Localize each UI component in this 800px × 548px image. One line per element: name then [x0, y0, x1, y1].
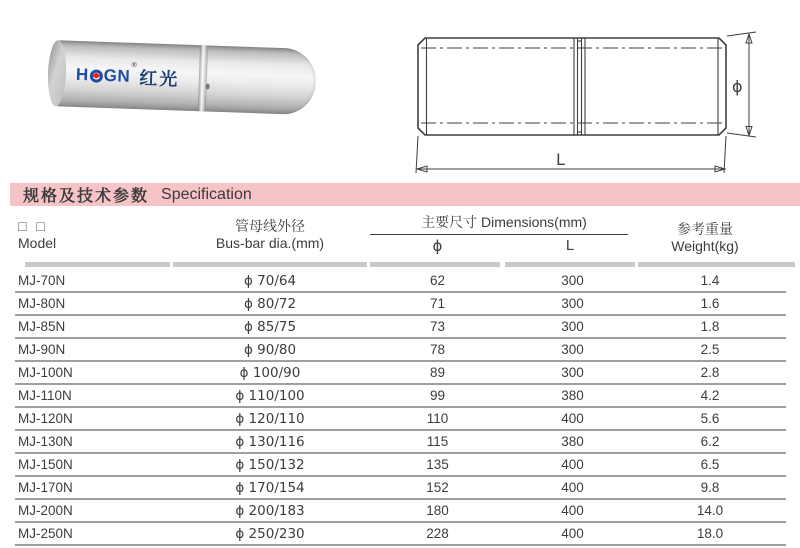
cell-len: 300 — [561, 273, 584, 288]
cell-busbar: ϕ 80/72 — [243, 295, 297, 312]
cell-weight: 6.2 — [700, 434, 720, 449]
header-divider-bar — [25, 262, 170, 267]
cell-len: 380 — [561, 434, 584, 449]
cell-busbar: ϕ 170/154 — [235, 479, 305, 496]
cell-len: 400 — [561, 526, 584, 541]
model-header-cn: □ □ — [18, 218, 48, 234]
cell-model: MJ-120N — [18, 411, 73, 426]
cell-busbar: ϕ 250/230 — [235, 525, 305, 542]
cell-dia: 115 — [426, 434, 449, 449]
cell-weight: 18.0 — [696, 526, 724, 541]
tube-seam — [198, 45, 208, 111]
column-header-weight — [630, 221, 780, 255]
logo-text-left: H — [75, 64, 90, 85]
tube-endcap — [47, 40, 67, 107]
subheader-diameter: ϕ — [432, 237, 443, 255]
cell-busbar: ϕ 120/110 — [235, 410, 305, 427]
cell-dia: 73 — [429, 319, 446, 334]
section-header — [10, 183, 800, 206]
registered-trademark-mark: ® — [131, 61, 137, 70]
section-title-en: Specification — [161, 185, 252, 203]
column-header-busbar — [170, 218, 370, 252]
cell-weight: 2.5 — [700, 342, 720, 357]
cell-weight: 1.8 — [700, 319, 720, 334]
cell-len: 400 — [561, 411, 584, 426]
cell-dia: 62 — [429, 273, 446, 288]
cell-model: MJ-100N — [18, 365, 73, 380]
cell-weight: 1.6 — [700, 296, 720, 311]
cell-busbar: ϕ 150/132 — [235, 456, 305, 473]
cell-dia: 228 — [426, 526, 449, 541]
logo-o-icon — [89, 69, 102, 82]
header-divider-bar — [370, 262, 500, 267]
cell-dia: 135 — [426, 457, 449, 472]
part-outline — [418, 38, 726, 135]
model-header-en: Model — [18, 235, 57, 251]
cell-len: 380 — [561, 388, 584, 403]
cell-busbar: ϕ 200/183 — [235, 502, 305, 519]
cell-len: 400 — [561, 480, 584, 495]
cell-model: MJ-250N — [18, 526, 73, 541]
cell-busbar: ϕ 100/90 — [239, 364, 301, 381]
centerlines — [421, 48, 723, 123]
table-row — [15, 477, 786, 500]
cell-model: MJ-80N — [18, 296, 66, 311]
spec-table-body — [15, 270, 786, 546]
logo-text-right: GN — [103, 65, 131, 86]
column-header-dimensions — [370, 214, 638, 255]
table-row — [15, 339, 786, 362]
cell-len: 300 — [561, 365, 584, 380]
length-dim-label: L — [556, 150, 565, 169]
cell-len: 400 — [561, 457, 584, 472]
cell-model: MJ-200N — [18, 503, 73, 518]
brand-logo — [75, 62, 179, 92]
table-row — [15, 385, 786, 408]
subheader-length: L — [565, 237, 575, 254]
cell-weight: 4.2 — [700, 388, 720, 403]
table-row — [15, 431, 786, 454]
header-divider-bar — [638, 262, 795, 267]
logo-diamond-icon — [92, 72, 101, 78]
center-groove — [574, 38, 585, 135]
cell-dia: 71 — [429, 296, 446, 311]
table-row — [15, 270, 786, 293]
header-divider-bar — [173, 262, 367, 267]
cell-dia: 99 — [429, 388, 446, 403]
cell-len: 400 — [561, 503, 584, 518]
table-row — [15, 362, 786, 385]
weight-header-en: Weight(kg) — [671, 238, 739, 254]
table-row — [15, 293, 786, 316]
diameter-dim-label: ϕ — [732, 77, 743, 96]
section-title-cn: 规格及技术参数 — [23, 188, 150, 205]
cell-dia: 89 — [429, 365, 446, 380]
dimensions-subheaders — [370, 237, 638, 255]
cell-dia: 152 — [426, 480, 449, 495]
table-row — [15, 454, 786, 477]
product-tube-image — [49, 40, 317, 115]
cell-weight: 9.8 — [700, 480, 720, 495]
cell-dia: 78 — [429, 342, 446, 357]
cell-dia: 110 — [426, 411, 449, 426]
cell-weight: 6.5 — [700, 457, 720, 472]
cell-busbar: ϕ 110/100 — [235, 387, 305, 404]
dimensions-underline — [370, 234, 628, 235]
cell-dia: 180 — [426, 503, 449, 518]
cell-busbar: ϕ 130/116 — [235, 433, 305, 450]
length-dimension — [416, 136, 726, 173]
busbar-header-cn: 管母线外径 — [235, 218, 305, 234]
cell-weight: 5.6 — [700, 411, 720, 426]
cell-busbar: ϕ 70/64 — [243, 272, 297, 289]
weight-header-cn: 参考重量 — [677, 221, 733, 237]
cell-weight: 2.8 — [700, 365, 720, 380]
table-row — [15, 500, 786, 523]
busbar-header-en: Bus-bar dia.(mm) — [215, 235, 325, 251]
cell-weight: 14.0 — [696, 503, 724, 518]
cell-model: MJ-90N — [18, 342, 66, 357]
tube-hole — [205, 84, 209, 90]
logo-chinese-text: 红光 — [138, 68, 180, 90]
product-photo — [50, 36, 330, 140]
dimensions-group-title: 主要尺寸 Dimensions(mm) — [421, 214, 587, 230]
table-row — [15, 408, 786, 431]
header-divider-bar — [505, 262, 635, 267]
cell-len: 300 — [561, 296, 584, 311]
cell-model: MJ-150N — [18, 457, 73, 472]
cell-model: MJ-170N — [18, 480, 73, 495]
cell-len: 300 — [561, 319, 584, 334]
cell-model: MJ-85N — [18, 319, 66, 334]
technical-drawing — [398, 18, 788, 183]
cell-busbar: ϕ 85/75 — [243, 318, 297, 335]
cell-model: MJ-130N — [18, 434, 73, 449]
cell-model: MJ-70N — [18, 273, 66, 288]
column-header-model — [18, 218, 56, 252]
table-row — [15, 523, 786, 546]
cell-len: 300 — [561, 342, 584, 357]
cell-model: MJ-110N — [18, 388, 72, 403]
cell-weight: 1.4 — [700, 273, 720, 288]
cell-busbar: ϕ 90/80 — [243, 341, 297, 358]
table-row — [15, 316, 786, 339]
